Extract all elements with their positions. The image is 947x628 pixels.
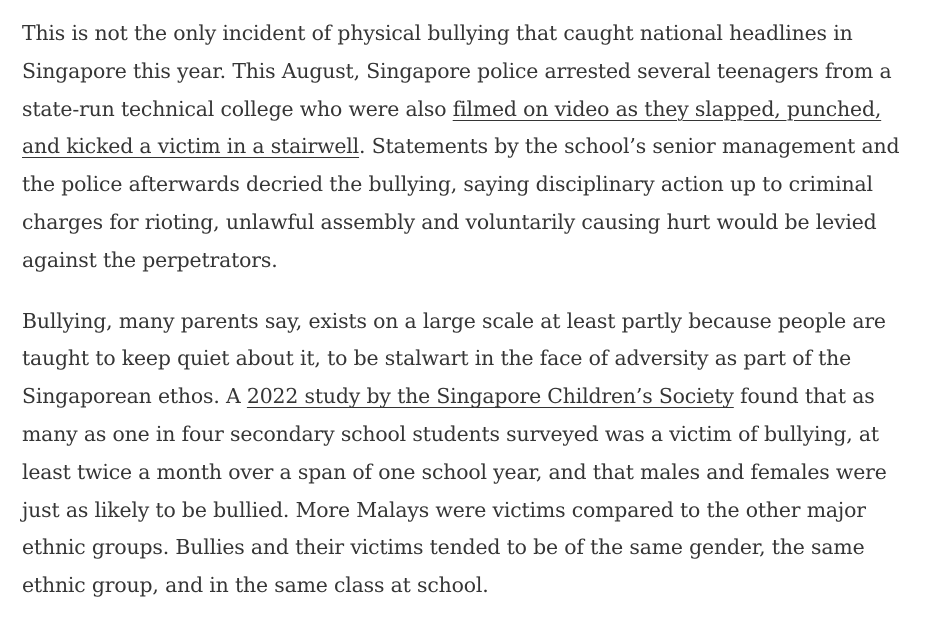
paragraph-text: This is not the only incident of physical bullying that caught national headlines in Singapore this year. This August, Singapore police arrested several teenagers from a state-run technical college who were also xyxy=(22,21,892,121)
childrens-society-study-link[interactable]: 2022 study by the Singapore Children’s Society xyxy=(246,384,734,409)
paragraph-bullying-study xyxy=(22,303,922,605)
stairwell-video-link[interactable]: filmed on video as they slapped, punched, and kicked a victim in a stairwell xyxy=(22,96,882,159)
article-body xyxy=(22,15,922,628)
paragraph-text: . Statements by the school’s senior management and the police afterwards decried the bullying, saying disciplinary action up to criminal charges for rioting, unlawful assembly and voluntarily causing hurt would be levied against the perpetrators. xyxy=(22,134,900,272)
paragraph-text: found that as many as one in four secondary school students surveyed was a victim of bullying, at least twice a month over a span of one school year, and that males and females were just as likely to be bullied. More Malays were victims compared to the other major ethnic groups. Bullies and their victims tended to be of the same gender, the same ethnic group, and in the same class at school. xyxy=(22,384,887,598)
paragraph-bullying-incidents xyxy=(22,15,922,280)
paragraph-text: Bullying, many parents say, exists on a large scale at least partly because people are taught to keep quiet about it, to be stalwart in the face of adversity as part of the Singaporean ethos. A xyxy=(22,308,886,409)
